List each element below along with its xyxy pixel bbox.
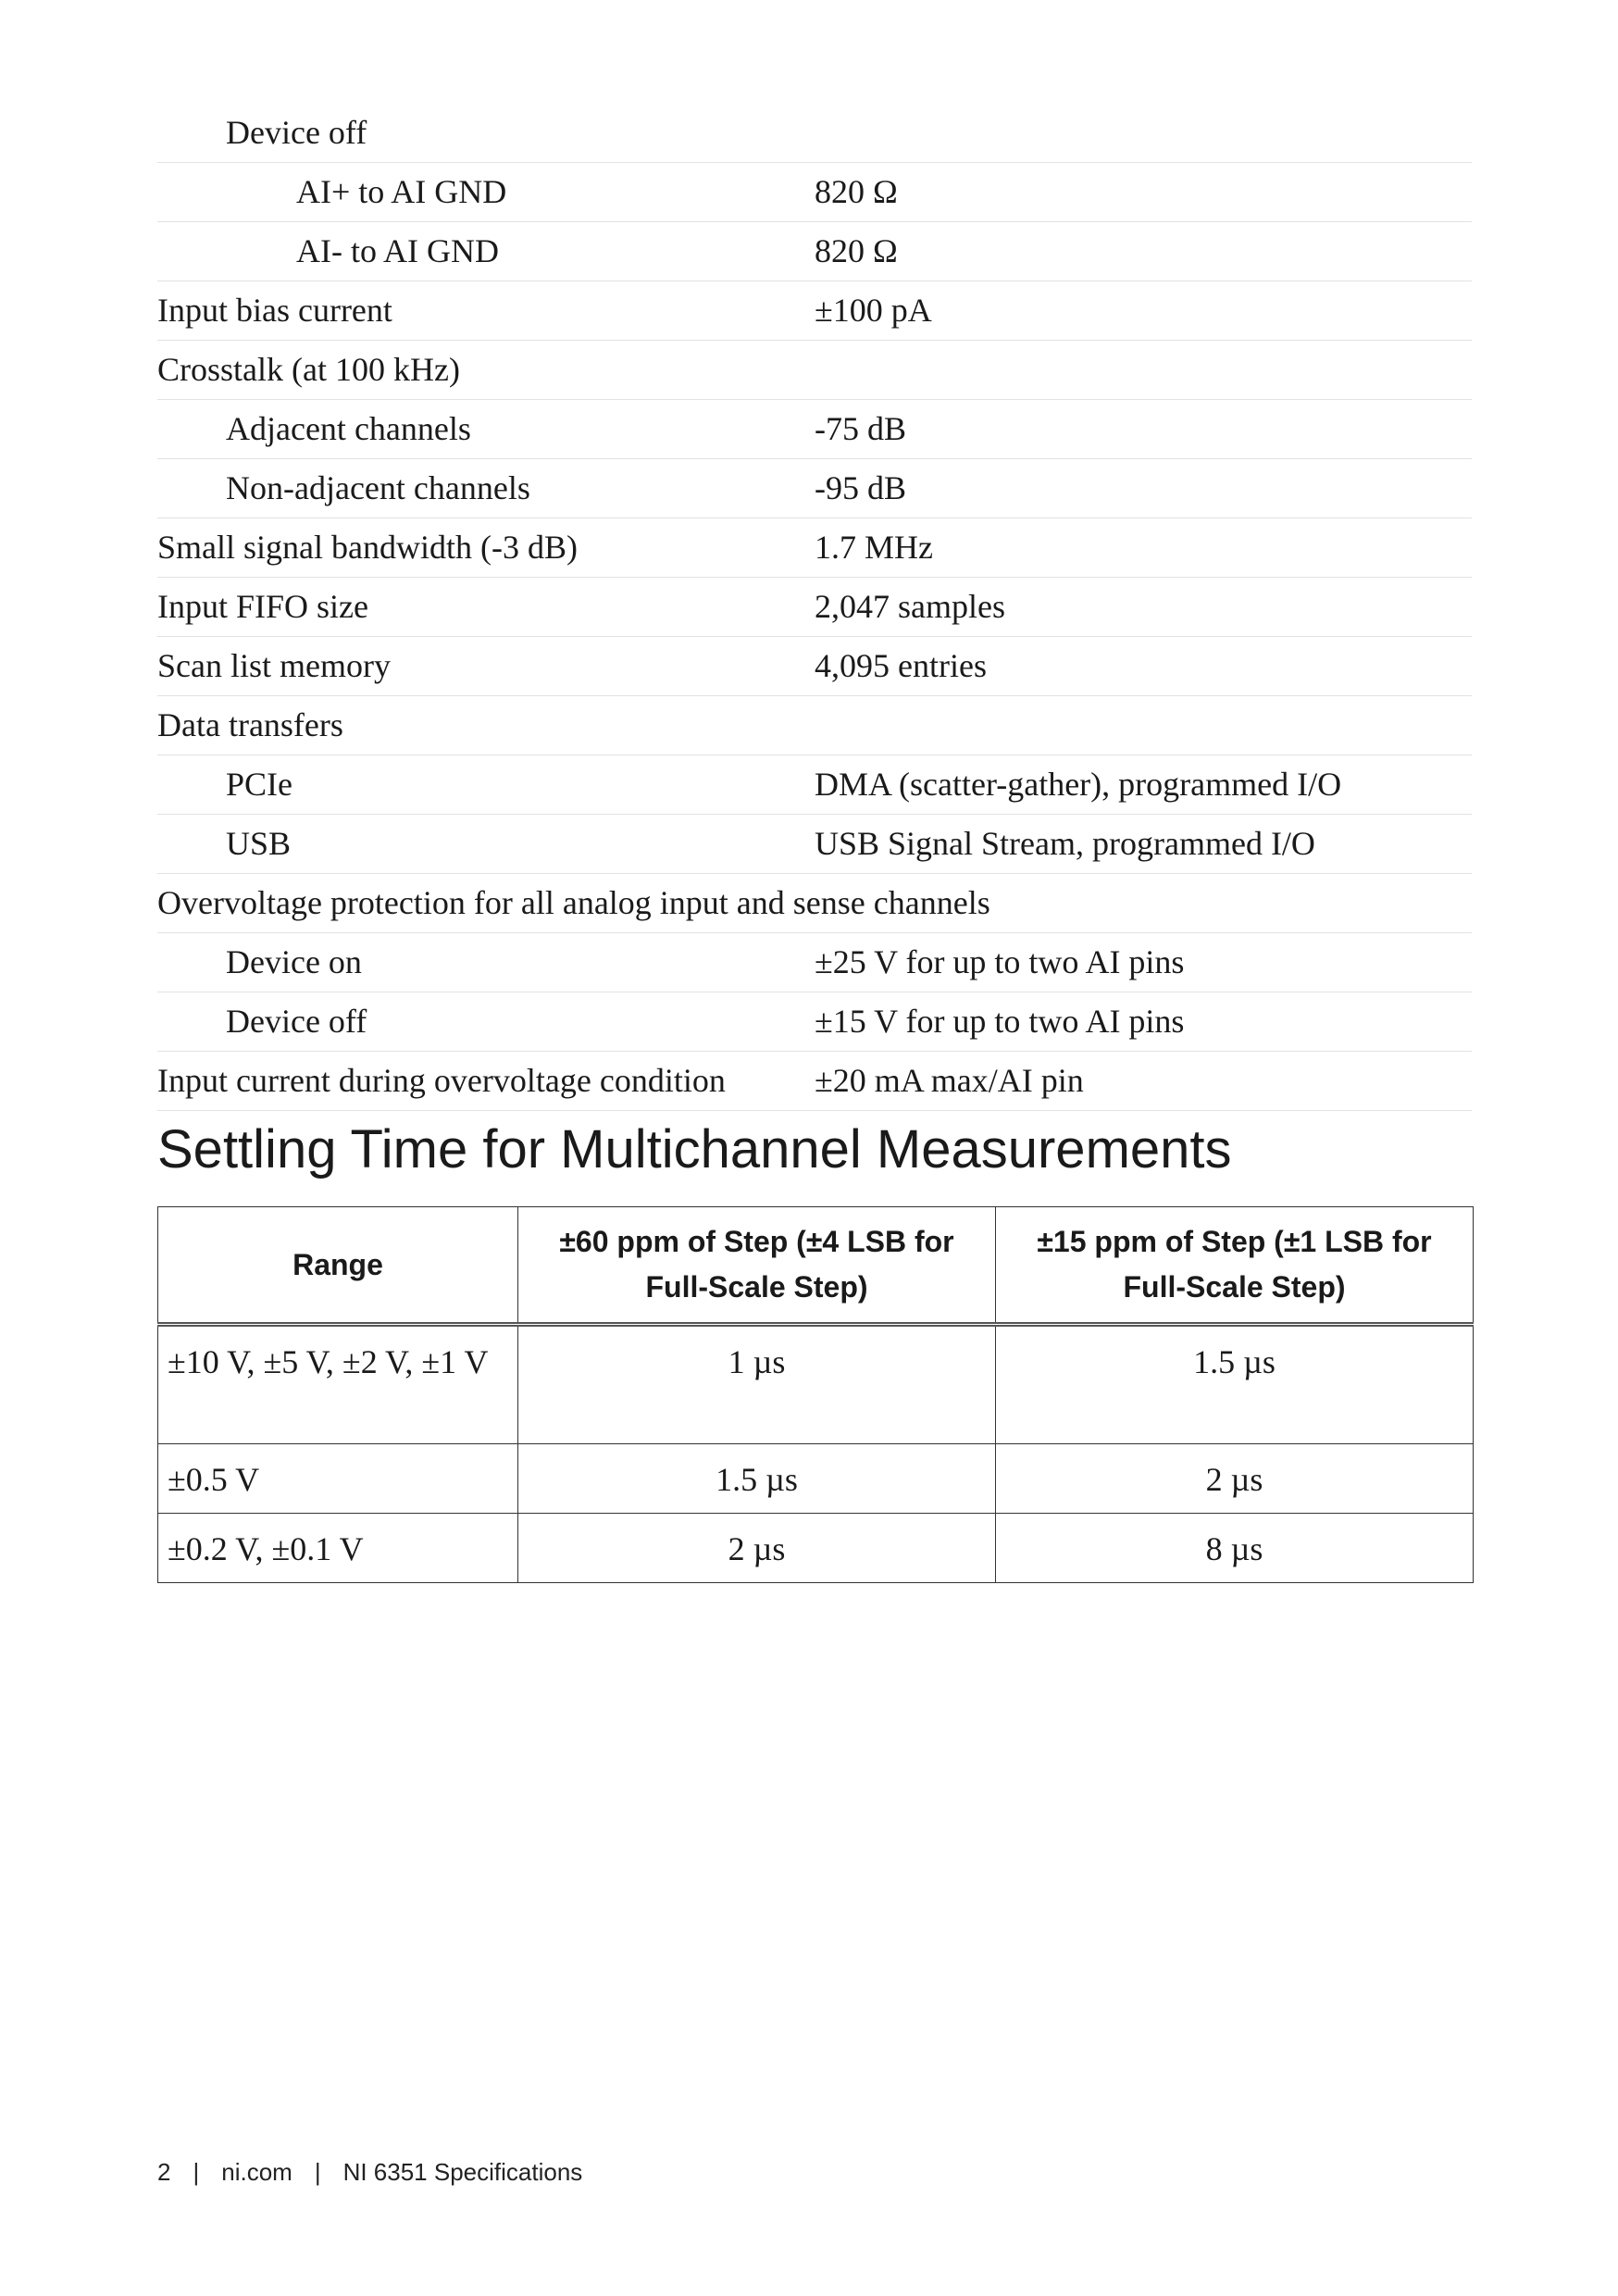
spec-label: PCIe bbox=[226, 766, 292, 803]
spec-row bbox=[157, 1052, 1472, 1111]
spec-value: 820 Ω bbox=[815, 232, 898, 269]
spec-label: Overvoltage protection for all analog input and sense channels bbox=[157, 884, 990, 921]
table-header-row bbox=[158, 1207, 1474, 1325]
settling-60ppm-cell: 2 µs bbox=[518, 1514, 996, 1583]
spec-row bbox=[157, 637, 1472, 696]
footer-site-link[interactable]: ni.com bbox=[221, 2158, 292, 2186]
spec-label: Scan list memory bbox=[157, 647, 391, 684]
spec-value: 4,095 entries bbox=[815, 647, 987, 684]
settling-15ppm-cell: 8 µs bbox=[996, 1514, 1474, 1583]
spec-value: ±100 pA bbox=[815, 292, 932, 329]
spec-row bbox=[157, 992, 1472, 1052]
range-cell: ±10 V, ±5 V, ±2 V, ±1 V bbox=[158, 1325, 518, 1444]
spec-label: Data transfers bbox=[157, 706, 343, 743]
spec-row bbox=[157, 104, 1472, 163]
spec-label: Device off bbox=[226, 1003, 367, 1040]
spec-value: 820 Ω bbox=[815, 173, 898, 210]
spec-row bbox=[157, 222, 1472, 281]
spec-row bbox=[157, 933, 1472, 992]
spec-label: Crosstalk (at 100 kHz) bbox=[157, 351, 460, 388]
spec-row bbox=[157, 459, 1472, 518]
spec-value: USB Signal Stream, programmed I/O bbox=[815, 825, 1315, 862]
spec-label: Device off bbox=[226, 114, 367, 151]
spec-value: ±20 mA max/AI pin bbox=[815, 1062, 1084, 1099]
spec-label: AI- to AI GND bbox=[296, 232, 499, 269]
page-footer bbox=[157, 2155, 582, 2189]
spec-row bbox=[157, 281, 1472, 341]
footer-doc-title: NI 6351 Specifications bbox=[342, 2158, 583, 2186]
spec-row bbox=[157, 518, 1472, 578]
spec-value: ±15 V for up to two AI pins bbox=[815, 1003, 1185, 1040]
settling-15ppm-cell: 1.5 µs bbox=[996, 1325, 1474, 1444]
column-header-60ppm: ±60 ppm of Step (±4 LSB for Full-Scale Step) bbox=[518, 1207, 996, 1325]
spec-list bbox=[157, 104, 1472, 1111]
footer-separator: | bbox=[314, 2158, 321, 2186]
spec-row bbox=[157, 341, 1472, 400]
page-number: 2 bbox=[157, 2158, 171, 2186]
spec-label: Adjacent channels bbox=[226, 410, 471, 447]
column-header-15ppm: ±15 ppm of Step (±1 LSB for Full-Scale Step) bbox=[996, 1207, 1474, 1325]
range-cell: ±0.5 V bbox=[158, 1444, 518, 1514]
table-row bbox=[158, 1514, 1474, 1583]
spec-label: Input bias current bbox=[157, 292, 392, 329]
settling-60ppm-cell: 1 µs bbox=[518, 1325, 996, 1444]
spec-value: -95 dB bbox=[815, 469, 906, 506]
spec-row bbox=[157, 163, 1472, 222]
column-header-range: Range bbox=[158, 1207, 518, 1325]
spec-row bbox=[157, 578, 1472, 637]
settling-60ppm-cell: 1.5 µs bbox=[518, 1444, 996, 1514]
spec-label: Non-adjacent channels bbox=[226, 469, 530, 506]
settling-time-table bbox=[157, 1206, 1474, 1583]
spec-value: DMA (scatter-gather), programmed I/O bbox=[815, 766, 1342, 803]
range-cell: ±0.2 V, ±0.1 V bbox=[158, 1514, 518, 1583]
spec-value: ±25 V for up to two AI pins bbox=[815, 943, 1185, 980]
spec-row bbox=[157, 696, 1472, 755]
spec-value: 1.7 MHz bbox=[815, 529, 933, 566]
spec-value: 2,047 samples bbox=[815, 588, 1005, 625]
spec-label: AI+ to AI GND bbox=[296, 173, 507, 210]
spec-label: Input FIFO size bbox=[157, 588, 368, 625]
spec-label: Small signal bandwidth (-3 dB) bbox=[157, 529, 578, 566]
table-row bbox=[158, 1325, 1474, 1444]
footer-separator: | bbox=[193, 2158, 200, 2186]
section-title: Settling Time for Multichannel Measurements bbox=[157, 1119, 1232, 1179]
spec-row bbox=[157, 400, 1472, 459]
spec-row bbox=[157, 874, 1472, 933]
spec-value: -75 dB bbox=[815, 410, 906, 447]
spec-row bbox=[157, 755, 1472, 815]
settling-15ppm-cell: 2 µs bbox=[996, 1444, 1474, 1514]
table-row bbox=[158, 1444, 1474, 1514]
spec-label: Input current during overvoltage condition bbox=[157, 1062, 726, 1099]
spec-label: Device on bbox=[226, 943, 362, 980]
spec-label: USB bbox=[226, 825, 292, 862]
spec-row bbox=[157, 815, 1472, 874]
